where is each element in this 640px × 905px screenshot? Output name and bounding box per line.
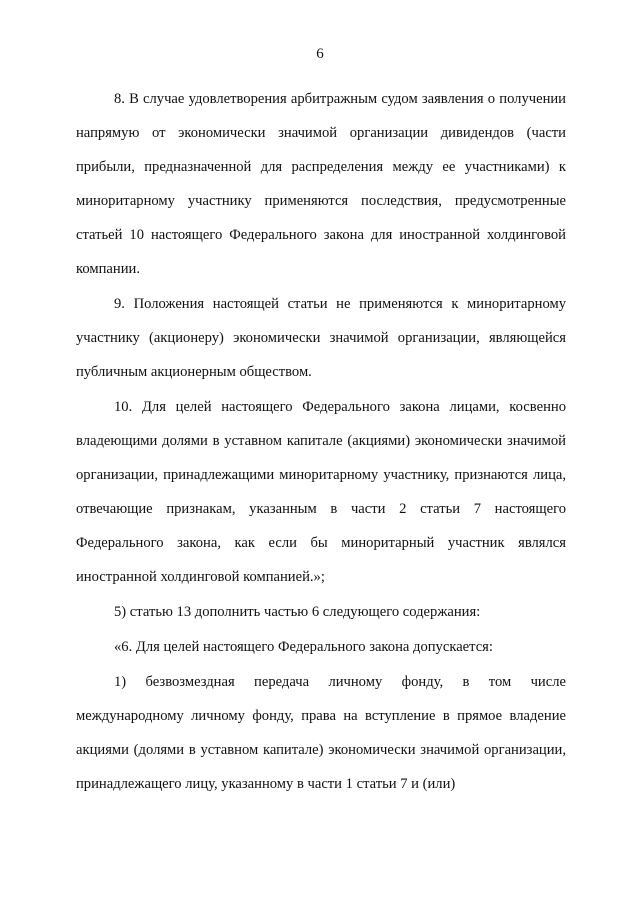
paragraph-8: 8. В случае удовлетворения арбитражным судом заявления о получении напрямую от экономически значимой организации дивидендов (части прибыли, предназначенной для распределения между ее участниками) к миноритарному участнику применяются последствия, предусмотренные статьей 10 настоящего Федерального закона для иностранной холдинговой компании.: [76, 91, 566, 277]
page-number: 6: [316, 46, 324, 62]
paragraph-subitem-1: 1) безвозмездная передача личному фонду, в том числе международному личному фонду, права на вступление в прямое владение акциями (долями в уставном капитале) экономически значимой организации, принадлежащего лицу, указанному в части 1 статьи 7 и (или): [76, 674, 566, 792]
paragraph-9: 9. Положения настоящей статьи не применяются к миноритарному участнику (акционеру) экономически значимой организации, являющейся публичным акционерным обществом.: [76, 296, 566, 380]
paragraph-item-5: 5) статью 13 дополнить частью 6 следующего содержания:: [114, 604, 481, 620]
document-body: [76, 82, 566, 801]
paragraph-10: 10. Для целей настоящего Федерального закона лицами, косвенно владеющими долями в уставном капитале (акциями) экономически значимой организации, принадлежащими миноритарному участнику, признаются лица, отвечающие признакам, указанным в части 2 статьи 7 настоящего Федерального закона, как если бы миноритарный участник являлся иностранной холдинговой компанией.»;: [76, 399, 566, 585]
paragraph-part-6-intro: «6. Для целей настоящего Федерального закона допускается:: [114, 639, 493, 655]
